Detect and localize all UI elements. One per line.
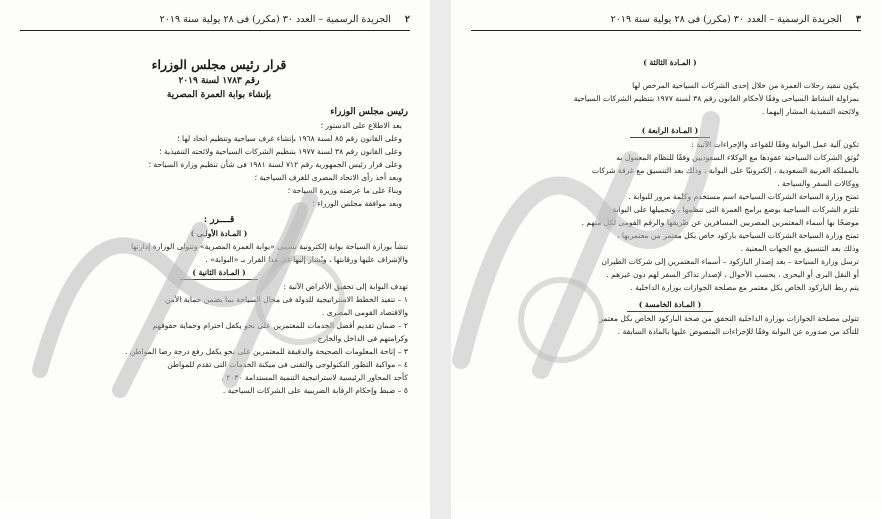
left-running-header <box>20 8 410 31</box>
article-4-title: ( المـادة الرابعة ) <box>481 124 859 138</box>
decree-number: رقم ١٧٨٣ لسنة ٢٠١٩ <box>178 76 260 86</box>
article-3-body <box>481 79 859 118</box>
left-body <box>30 56 408 397</box>
article-4-line: تمنح وزارة السياحة الشركات السياحية اسم مستخدم وكلمة مرور للبوابة . <box>628 192 859 201</box>
right-header-text: الجريدة الرسمية – العدد ٣٠ (مكرر) فى ٢٨ يولية سنة ٢٠١٩ <box>610 13 842 25</box>
preamble-line: وبناءً على ما عرضته وزيرة السياحة ؛ <box>287 186 402 195</box>
decree-title: قرار رئيس مجلس الوزراء <box>151 57 287 72</box>
article-2-body <box>30 280 408 397</box>
article-2-line: ٤ – مواكبة التطور التكنولوجى والتقنى فى ميكنة الخدمات التى تقدم للمواطن <box>167 360 408 369</box>
article-4-line: بالمملكة العربية السعودية ، إلكترونيًا على البوابة ، وذلك بعد التنسيق مع غرفة شركات <box>591 166 859 175</box>
article-5-title: ( المـادة الخامسة ) <box>481 298 859 312</box>
article-1-line: والإشراف عليها ورقابتها ، ويُشار إليها فى هذا القرار بـ «البوابة» . <box>205 255 408 264</box>
preamble-line: بعد الاطلاع على الدستور ؛ <box>320 121 402 130</box>
article-2-line: والاقتصاد القومى المصرى . <box>321 308 408 317</box>
article-4-line: تلتزم الشركات السياحية بوضع برامج العمرة التى تنظمها ، وتحميلها على البوابة <box>612 205 859 214</box>
article-4-line: أو النقل البرى أو البحرى ، بحسب الأحوال ، لإصدار تذاكر السفر لهم دون غيرهم . <box>606 270 859 279</box>
article-3-line: يكون تنفيذ رحلات العمرة من خلال إحدى الشركات السياحية المرخص لها <box>632 81 859 90</box>
article-2-title: ( المـادة الثانية ) <box>30 266 408 280</box>
preamble-list <box>30 119 408 210</box>
article-3-line: بمزاولة النشاط السياحى وفقًا لأحكام القانون رقم ٣٨ لسنة ١٩٧٧ بتنظيم الشركات السياحية <box>573 94 859 103</box>
preamble-line: وعلى القانون رقم ٨٥ لسنة ١٩٦٨ بإنشاء غرف سياحية وتنظيم اتحاد لها ؛ <box>177 134 402 143</box>
left-page <box>0 0 430 519</box>
article-2-line: ١ – تنفيذ الخطط الاستراتيجية للدولة فى مجال السياحة بما يضمن حماية الأمن <box>165 295 408 304</box>
right-running-header <box>471 8 861 31</box>
preamble-line: وعلى قرار رئيس الجمهورية رقم ٧١٢ لسنة ١٩٨١ فى شأن تنظيم وزارة السياحة ؛ <box>148 160 402 169</box>
article-4-line: موضحًا بها أسماء المعتمرين المصريين المسافرين عن طريقها والرقم القومى لكل منهم . <box>581 218 859 227</box>
article-4-line: ووكالات السفر والسياحة . <box>777 179 859 188</box>
article-2-line: ٢ – ضمان تقديم أفضل الخدمات للمعتمرين على نحو يكفل احترام وحماية حقوقهم <box>152 321 408 330</box>
article-1-line: تنشأ بوزارة السياحة بوابة إلكترونية تسمى «بوابة العمرة المصرية» وتتولى الوزارة إدارتها <box>131 242 408 251</box>
article-1-title: ( المـادة الأولـى ) <box>190 229 248 238</box>
right-page <box>451 0 881 519</box>
right-page-number: ٣ <box>855 13 861 25</box>
preamble-line: وعلى القانون رقم ٣٨ لسنة ١٩٧٧ بتنظيم الشركات السياحية ولائحته التنفيذية ؛ <box>159 147 402 156</box>
article-2-line: تهدف البوابة إلى تحقيق الأغراض الآتية : <box>283 282 408 291</box>
right-body <box>481 56 859 338</box>
article-2-line: ٣ – إتاحة المعلومات الصحيحة والدقيقة للمعتمرين على نحو يكفل رفع درجة رضا المواطن . <box>124 347 408 356</box>
article-4-line: ترسل وزارة السياحة – بعد إصدار الباركود – أسماء المعتمرين إلى شركات الطيران <box>601 257 859 266</box>
article-4-line: تمنح وزارة السياحة الشركات السياحية باركود خاص بكل معتمر من معتمريها ، <box>617 231 859 240</box>
left-page-number: ٢ <box>404 13 410 25</box>
article-5-body <box>481 312 859 338</box>
article-2-line: وكرامتهم فى الداخل والخارج . <box>312 334 408 343</box>
page-gutter <box>430 0 451 519</box>
left-header-text: الجريدة الرسمية – العدد ٣٠ (مكرر) فى ٢٨ يولية سنة ٢٠١٩ <box>159 13 391 25</box>
article-4-line: تكون آلية عمل البوابة وفقًا للقواعد والإجراءات الآتية : <box>691 140 859 149</box>
article-4-line: تُوثق الشركات السياحية عقودها مع الوكلاء السعوديين وفقًا للنظام المعمول به <box>616 153 859 162</box>
article-2-line: كأحد المحاور الرئيسية لاستراتيجية التنمية المستدامة ٢٠٣٠ . <box>221 373 408 382</box>
preamble-line: وبعد موافقة مجلس الوزراء ؛ <box>312 199 402 208</box>
article-3-line: ولائحته التنفيذية المشار إليهما . <box>761 107 859 116</box>
article-3-title: ( المـادة الثالثة ) <box>643 58 697 67</box>
article-1-body <box>30 240 408 266</box>
article-4-line: يتم ربط الباركود الخاص بكل معتمر مع مصلحة الجوازات بوزارة الداخلية . <box>630 283 859 292</box>
article-4-body <box>481 138 859 294</box>
article-4-line: وذلك بعد التنسيق مع الجهات المعنية . <box>740 244 859 253</box>
article-5-line: تتولى مصلحة الجوازات بوزارة الداخلية التحقق من صحة الباركود الخاص بكل معتمر <box>599 314 859 323</box>
article-2-line: ٥ – ضبط وإحكام الرقابة الضريبية على الشركات السياحية . <box>222 386 408 395</box>
decree-subject: بإنشاء بوابة العمرة المصرية <box>166 90 272 100</box>
article-5-line: للتأكد من صدوره عن البوابة وفقًا للإجراءات المنصوص عليها بالمادة السابقة . <box>617 327 859 336</box>
decided-heading: قــــرر : <box>203 215 235 225</box>
preamble-line: وبعد أخذ رأى الاتحاد المصرى للغرف السياحية ؛ <box>254 173 402 182</box>
decree-issuer: رئيس مجلس الوزراء <box>330 107 408 117</box>
